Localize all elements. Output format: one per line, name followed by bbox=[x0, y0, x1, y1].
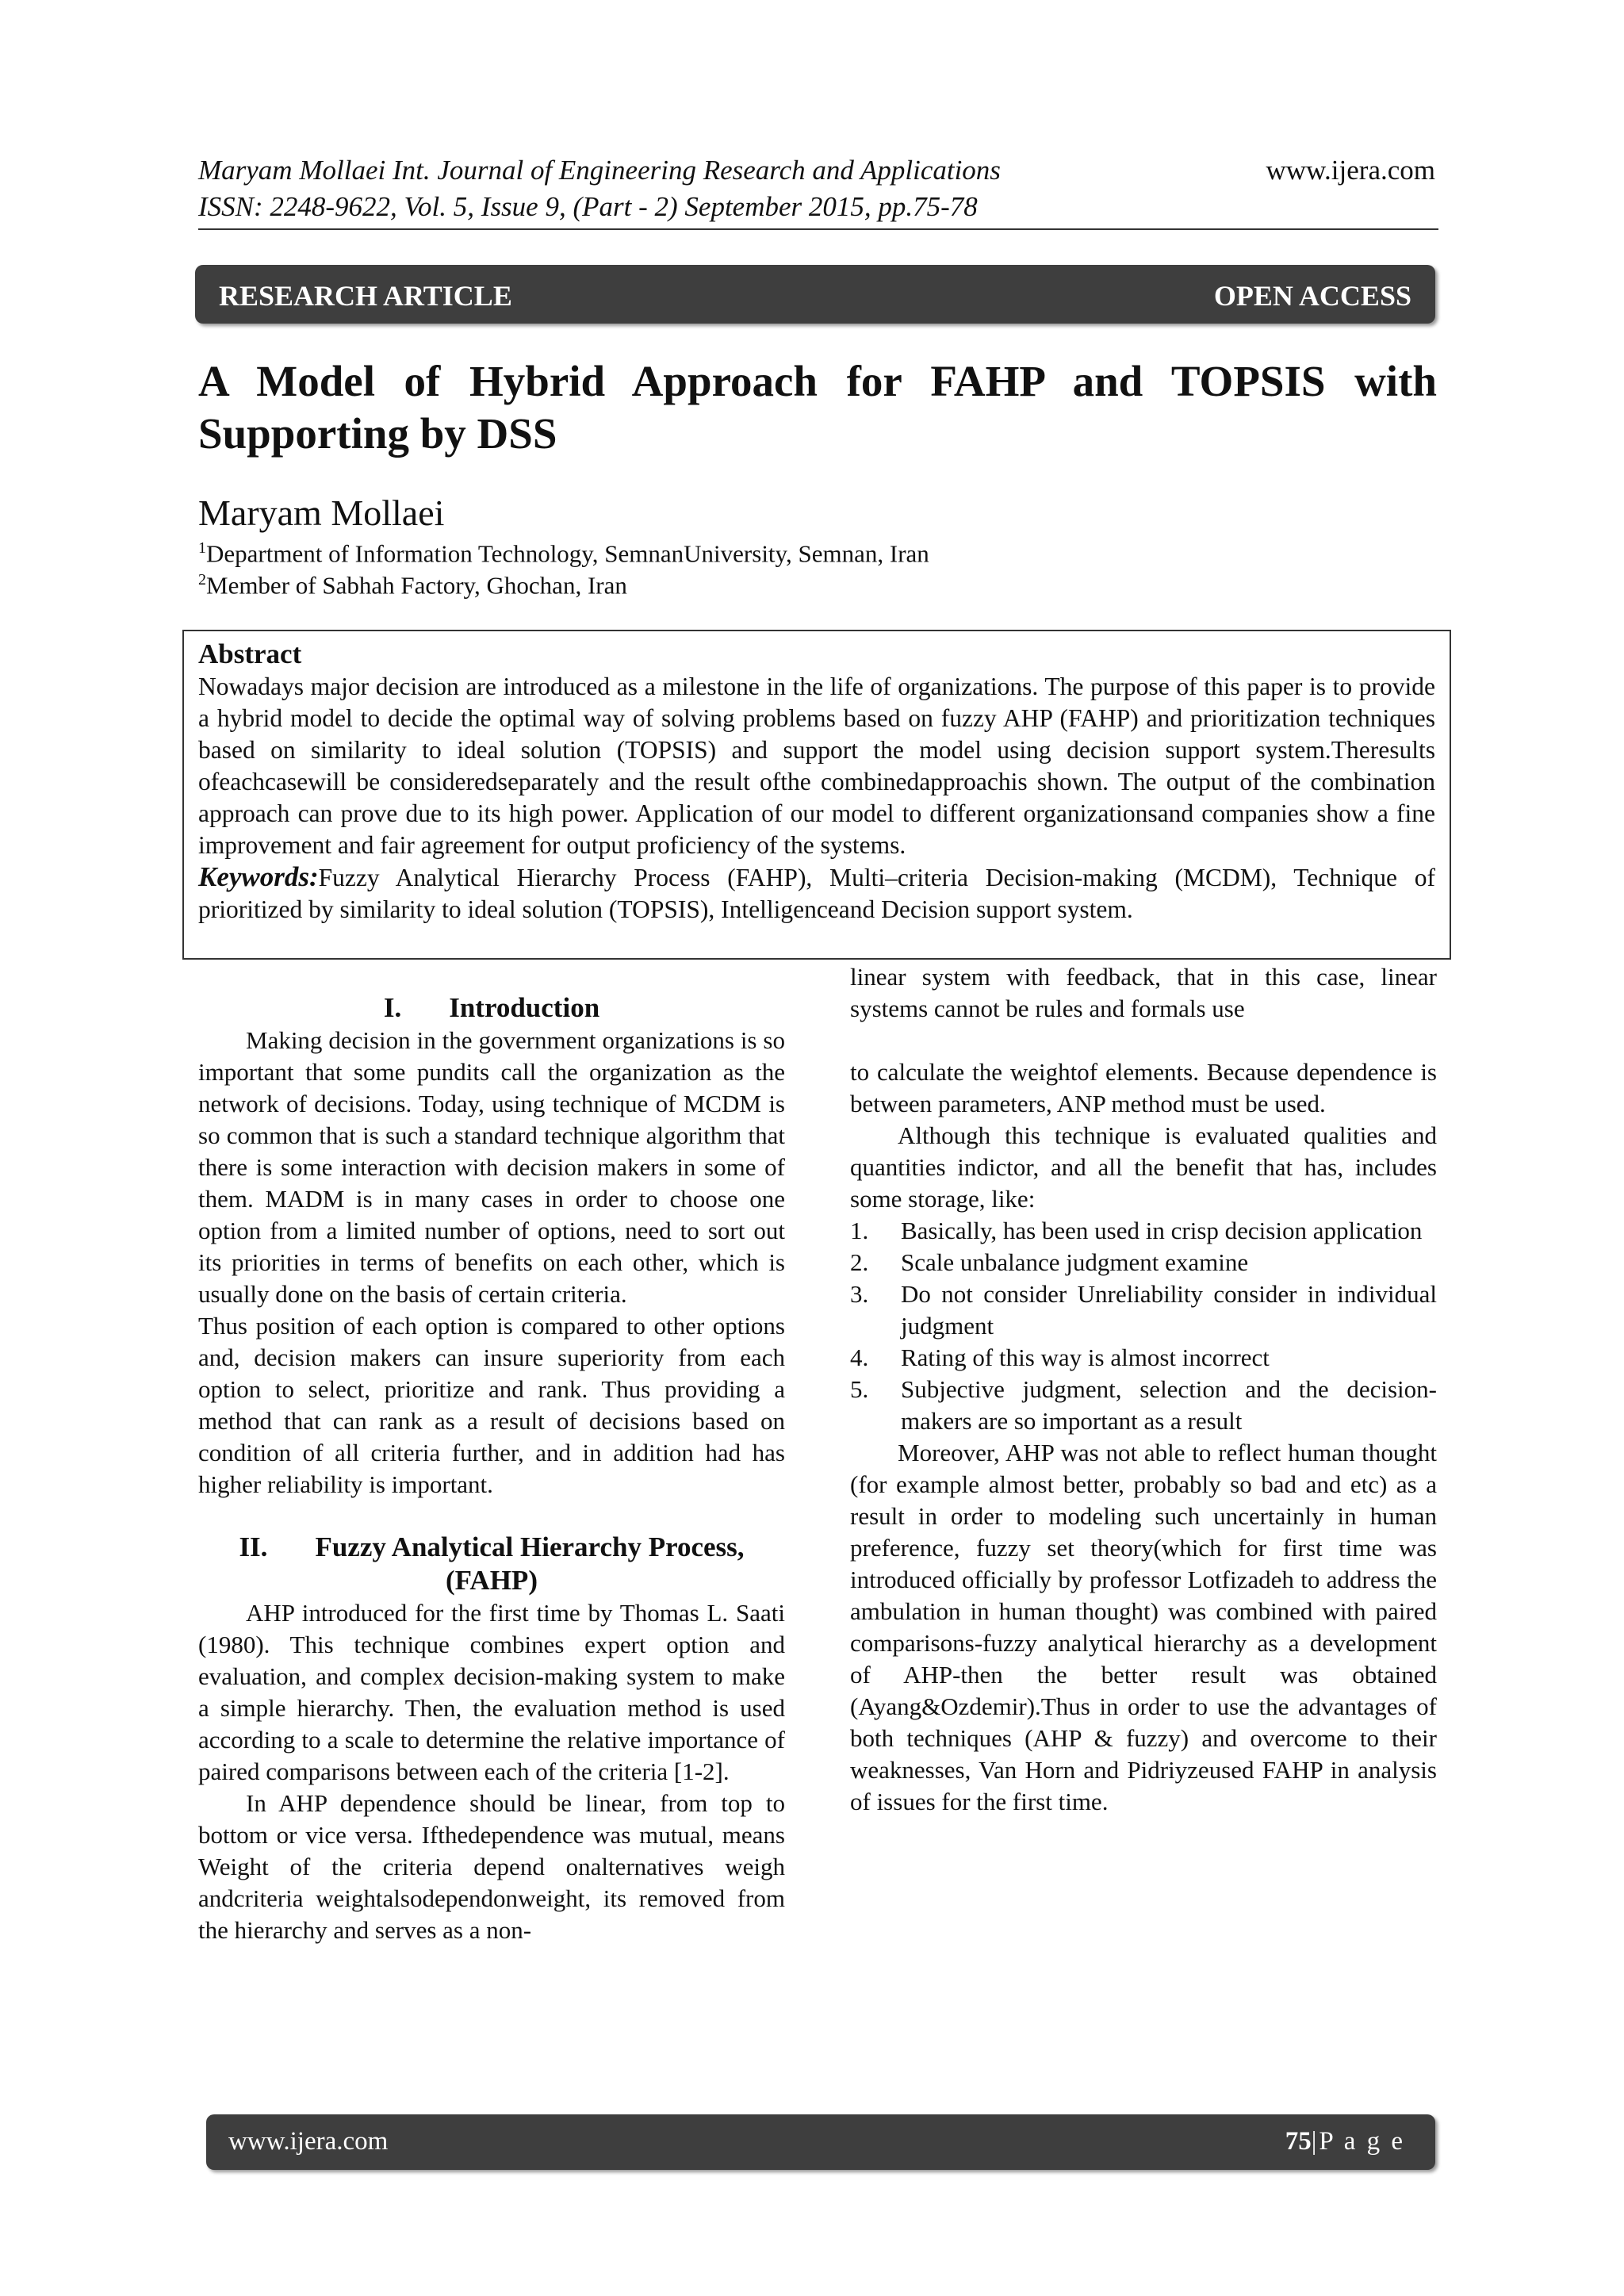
footer-page-label bbox=[1285, 2127, 1405, 2156]
abstract-text: Nowadays major decision are introduced as a milestone in the life of organizations. The purpose of this paper is to provide a hybrid model to decide the optimal way of solving problems based on fuzzy AHP (FAHP) and prioritization techniques based on similarity to ideal solution (TOPSIS) and support the model using decision support system.Theresults ofeachcasewill be consideredseparately and the result ofthe combinedapproachis shown. The output of the combination approach can prove due to its high power. Application of our model to different organizationsand companies show a fine improvement and fair agreement for output proficiency of the systems. bbox=[198, 673, 1435, 859]
section-1-number: I. bbox=[383, 992, 402, 1023]
paper-title: A Model of Hybrid Approach for FAHP and TOPSIS with Supporting by DSS bbox=[198, 357, 1437, 458]
intro-paragraph-2: Thus position of each option is compared to other options and, decision makers can insure superiority from each option to select, prioritize and rank. Thus providing a method that can rank as a result of decisions based on condition of all criteria further, and in addition had has higher reliability is important. bbox=[198, 1312, 785, 1498]
affiliation-1-sup: 1 bbox=[198, 539, 206, 557]
footer-page-suffix: |P a g e bbox=[1311, 2127, 1405, 2156]
list-item: 3. Do not consider Unreliability consider in individual judgment bbox=[850, 1280, 1437, 1340]
right-paragraph-2: to calculate the weightof elements. Because dependence is between parameters, ANP method must be used. bbox=[850, 1058, 1437, 1117]
section-2-heading bbox=[198, 1531, 785, 1597]
fahp-paragraph-2: In AHP dependence should be linear, from top to bottom or vice versa. Ifthedependence was mutual, means Weight of the criteria depend onalternatives weigh andcriteria weightalsodependonweight, its removed from the hierarchy and serves as a non- bbox=[198, 1789, 785, 1944]
limitations-list bbox=[850, 1215, 1437, 1437]
keywords-label: Keywords: bbox=[198, 861, 319, 892]
section-2-title-line2: (FAHP) bbox=[446, 1565, 538, 1596]
right-paragraph-4: Moreover, AHP was not able to reflect human thought (for example almost better, probably so bad and etc) as a result in order to modeling such uncertainly in human preference, fuzzy set theory(which for first time was introduced officially by professor Lotfizadeh to address the ambulation in human thought) was combined with paired comparisons-fuzzy analytical hierarchy as a development of AHP-then the better result was obtained (Ayang&Ozdemir).Thus in order to use the advantages of both techniques (AHP & fuzzy) and overcome to their weaknesses, Van Horn and Pidriyzeused FAHP in analysis of issues for the first time. bbox=[850, 1439, 1437, 1815]
section-1-title: Introduction bbox=[449, 992, 600, 1023]
abstract-box bbox=[182, 630, 1451, 960]
right-paragraph-1: linear system with feedback, that in this case, linear systems cannot be rules and formals use bbox=[850, 963, 1437, 1022]
list-item: 5. Subjective judgment, selection and the decision-makers are so important as a result bbox=[850, 1375, 1437, 1435]
intro-paragraph-1: Making decision in the government organizations is so important that some pundits call the organization as the network of decisions. Today, using technique of MCDM is so common that is such a standard technique algorithm that there is some interaction with decision makers in some of them. MADM is in many cases in order to choose one option from a limited number of options, need to sort out its priorities in terms of benefits on each other, which is usually done on the basis of certain criteria. bbox=[198, 1026, 785, 1308]
header-issn-line: ISSN: 2248-9622, Vol. 5, Issue 9, (Part - 2) September 2015, pp.75-78 bbox=[198, 191, 978, 222]
section-2-number: II. bbox=[239, 1531, 268, 1562]
header-site: www.ijera.com bbox=[1266, 155, 1435, 186]
header-journal-line: Maryam Mollaei Int. Journal of Engineering Research and Applications bbox=[198, 155, 1001, 186]
banner-research-article: RESEARCH ARTICLE bbox=[219, 280, 512, 312]
footer-site: www.ijera.com bbox=[228, 2127, 389, 2156]
section-1-heading bbox=[198, 991, 785, 1025]
fahp-paragraph-1: AHP introduced for the first time by Thomas L. Saati (1980). This technique combines expert option and evaluation, and complex decision-making system to make a simple hierarchy. Then, the evaluation method is used according to a scale to determine the relative importance of paired comparisons between each of the criteria [1-2]. bbox=[198, 1599, 785, 1785]
affiliation-2 bbox=[198, 565, 627, 600]
list-item: 2. Scale unbalance judgment examine bbox=[850, 1248, 1249, 1276]
right-paragraph-3: Although this technique is evaluated qualities and quantities indictor, and all the benefit that has, includes some storage, like: bbox=[850, 1121, 1437, 1213]
left-column bbox=[198, 991, 785, 1946]
affiliation-1-text: Department of Information Technology, SemnanUniversity, Semnan, Iran bbox=[206, 539, 929, 568]
affiliation-2-text: Member of Sabhah Factory, Ghochan, Iran bbox=[206, 571, 627, 600]
page-footer bbox=[206, 2114, 1435, 2170]
banner-open-access: OPEN ACCESS bbox=[1213, 280, 1411, 312]
footer-page-number: 75 bbox=[1285, 2127, 1312, 2156]
keywords-text: Fuzzy Analytical Hierarchy Process (FAHP), Multi–criteria Decision-making (MCDM), Technique of prioritized by similarity to ideal solution (TOPSIS), Intelligenceand Decision support system. bbox=[198, 864, 1435, 923]
section-2-title-line1: Fuzzy Analytical Hierarchy Process, bbox=[315, 1531, 745, 1562]
right-column bbox=[850, 961, 1437, 1818]
article-type-banner bbox=[195, 265, 1435, 324]
author-name: Maryam Mollaei bbox=[198, 493, 445, 533]
list-item: 4. Rating of this way is almost incorrect bbox=[850, 1343, 1270, 1371]
abstract-heading: Abstract bbox=[198, 638, 302, 669]
list-item: 1. Basically, has been used in crisp decision application bbox=[850, 1217, 1423, 1244]
affiliation-2-sup: 2 bbox=[198, 571, 206, 588]
affiliation-1 bbox=[198, 533, 929, 569]
running-header bbox=[198, 152, 1435, 225]
keywords bbox=[198, 861, 1435, 926]
header-rule bbox=[198, 228, 1438, 230]
